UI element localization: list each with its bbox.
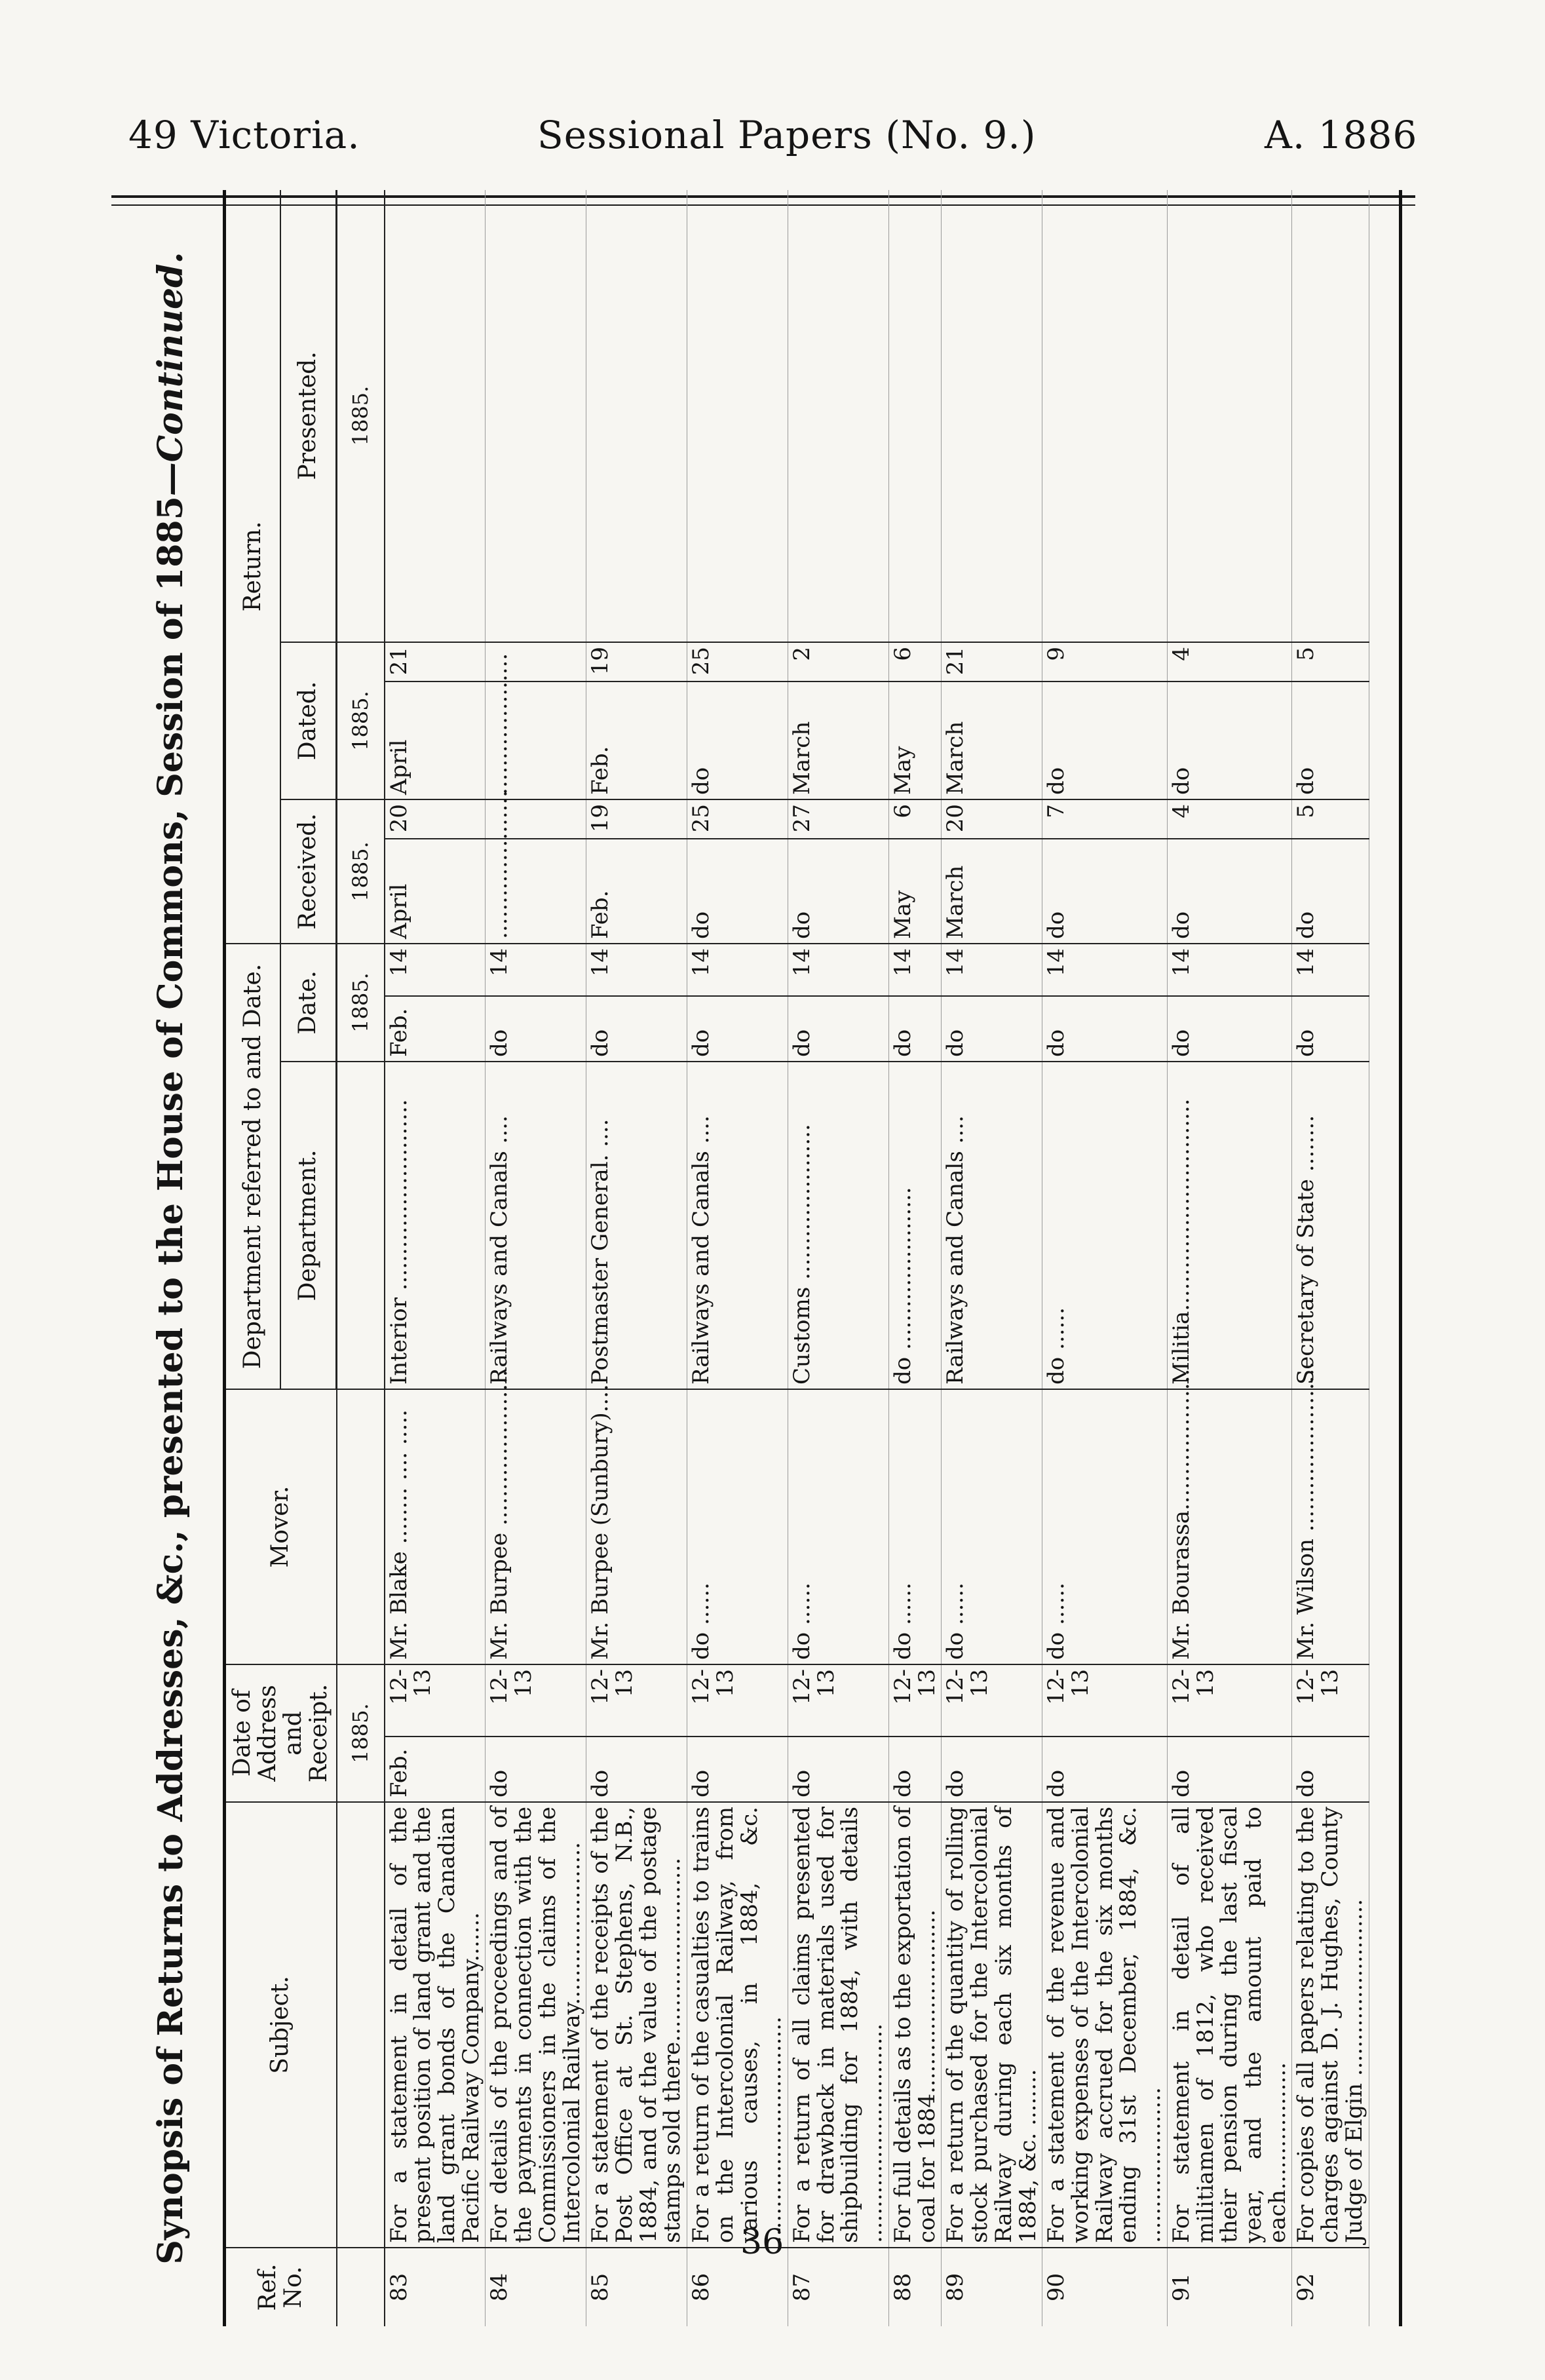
row-subject: For full details as to the exportation of coal for 1884..........................	[888, 1802, 941, 2248]
row-dated-day: 25	[687, 642, 788, 681]
col-return-group: Return.	[226, 190, 280, 944]
row-address-day: 12-13	[888, 1664, 941, 1737]
row-address-month: do	[687, 1737, 788, 1802]
row-dept-day: 14	[1292, 944, 1369, 996]
row-address-day: 12-13	[942, 1664, 1042, 1737]
row-presented	[1167, 190, 1292, 642]
row-received-day: 20	[385, 799, 486, 839]
row-address-day: 12-13	[687, 1664, 788, 1737]
table-body	[385, 190, 1369, 2326]
row-presented	[888, 190, 941, 642]
col-presented: Presented.	[280, 190, 336, 642]
row-address-month: do	[1292, 1737, 1369, 1802]
row-subject: For a return of the casualties to trains on the Intercolonial Railway, from various causes, in 1884, &c. ................................	[687, 1802, 788, 2248]
row-mover: Mr. Burpee (Sunbury)....	[586, 1389, 687, 1664]
year-date: 1885.	[337, 944, 385, 1062]
row-department: Militia..............................	[1167, 1062, 1292, 1389]
row-presented	[486, 190, 586, 642]
header-year: A. 1886	[1265, 113, 1418, 157]
row-presented	[788, 190, 889, 642]
row-dept-month: do	[888, 996, 941, 1062]
row-subject: For statement in detail of all militiamen of 1812, who received their pension during the last fiscal year, and the amount paid to each..................	[1167, 1802, 1292, 2248]
row-received-month: do	[1167, 839, 1292, 944]
row-dept-month: Feb.	[385, 996, 486, 1062]
table-title-main: Synopsis of Returns to Addresses, &c., presented to the House of Commons, Session of 1885	[151, 496, 191, 2265]
row-mover: Mr. Wilson ........................	[1292, 1389, 1369, 1664]
row-address-month: do	[486, 1737, 586, 1802]
row-mover: do ......	[888, 1389, 941, 1664]
row-dept-day: 14	[1042, 944, 1168, 996]
row-dept-day: 14	[385, 944, 486, 996]
row-department: do .......................	[888, 1062, 941, 1389]
row-dated-month: April	[385, 681, 486, 799]
row-received-month: .....................	[486, 839, 586, 944]
row-department: Railways and Canals ....	[942, 1062, 1042, 1389]
col-date-address: Date of Address and Receipt.	[226, 1664, 337, 1802]
row-received-month: do	[1042, 839, 1168, 944]
col-received: Received.	[280, 799, 336, 944]
row-ref: 86	[687, 2248, 788, 2326]
row-dated-month: March	[788, 681, 889, 799]
row-address-day: 12-13	[586, 1664, 687, 1737]
row-dated-month: do	[1167, 681, 1292, 799]
row-subject: For a return of all claims presented for drawback in materials used for shipbuilding for 1884, with details ...............................	[788, 1802, 889, 2248]
row-dated-day: 4	[1167, 642, 1292, 681]
row-presented	[385, 190, 486, 642]
col-dept-group: Department referred to and Date.	[226, 944, 280, 1389]
table-row	[942, 190, 1042, 2326]
row-dated-month: Feb.	[586, 681, 687, 799]
row-address-day: 12-13	[1292, 1664, 1369, 1737]
row-received-day: 6	[888, 799, 941, 839]
row-dept-day: 14	[586, 944, 687, 996]
row-presented	[942, 190, 1042, 642]
row-mover: Mr. Bourassa....................	[1167, 1389, 1292, 1664]
row-dated-day: 21	[385, 642, 486, 681]
row-presented	[586, 190, 687, 642]
page-number: 36	[740, 2223, 784, 2262]
row-dated-day: 19	[586, 642, 687, 681]
row-address-month: do	[1042, 1737, 1168, 1802]
row-received-month: April	[385, 839, 486, 944]
row-dept-month: do	[486, 996, 586, 1062]
row-ref: 91	[1167, 2248, 1292, 2326]
table-row	[687, 190, 788, 2326]
row-ref: 84	[486, 2248, 586, 2326]
row-received-day: 25	[687, 799, 788, 839]
row-address-day: 12-13	[788, 1664, 889, 1737]
row-dept-month: do	[1042, 996, 1168, 1062]
row-mover: do ......	[687, 1389, 788, 1664]
row-dept-day: 14	[888, 944, 941, 996]
row-subject: For a statement of the revenue and working expenses of the Intercolonial Railway accrued for the six months ending 31st December, 1884, &c. ......................	[1042, 1802, 1168, 2248]
row-dept-month: do	[1167, 996, 1292, 1062]
row-ref: 89	[942, 2248, 1042, 2326]
table-row	[1042, 190, 1168, 2326]
header-volume: 49 Victoria.	[128, 113, 360, 157]
table-title-continued: —Continued.	[151, 252, 191, 497]
row-dept-month: do	[1292, 996, 1369, 1062]
table-row	[888, 190, 941, 2326]
row-ref: 90	[1042, 2248, 1168, 2326]
col-dated: Dated.	[280, 642, 336, 799]
table-row	[385, 190, 486, 2326]
row-received-day: 27	[788, 799, 889, 839]
row-dept-month: do	[942, 996, 1042, 1062]
row-dated-day: 6	[888, 642, 941, 681]
row-mover: do ......	[942, 1389, 1042, 1664]
row-ref: 88	[888, 2248, 941, 2326]
table-row	[486, 190, 586, 2326]
row-received-month: May	[888, 839, 941, 944]
row-dated-month: March	[942, 681, 1042, 799]
year-presented: 1885.	[337, 190, 385, 642]
row-received-day: 20	[942, 799, 1042, 839]
col-subject: Subject.	[226, 1802, 337, 2248]
row-dept-day: 14	[486, 944, 586, 996]
row-presented	[1292, 190, 1369, 642]
row-department: Railways and Canals ....	[687, 1062, 788, 1389]
row-address-day: 12-13	[486, 1664, 586, 1737]
row-dept-month: do	[788, 996, 889, 1062]
row-dept-day: 14	[687, 944, 788, 996]
col-department: Department.	[280, 1062, 336, 1389]
row-address-month: do	[942, 1737, 1042, 1802]
row-department: Customs ......................	[788, 1062, 889, 1389]
row-received-month: do	[1292, 839, 1369, 944]
row-address-day: 12-13	[1042, 1664, 1168, 1737]
row-mover: Mr. Blake ........ .... .....	[385, 1389, 486, 1664]
row-presented	[687, 190, 788, 642]
year-dated: 1885.	[337, 642, 385, 799]
row-address-month: Feb.	[385, 1737, 486, 1802]
row-address-month: do	[888, 1737, 941, 1802]
year-date-address: 1885.	[337, 1664, 385, 1802]
row-received-day: 4	[1167, 799, 1292, 839]
row-department: Postmaster General. ....	[586, 1062, 687, 1389]
row-subject: For a return of the quantity of rolling stock purchased for the Intercolonial Railway during each six months of 1884, &c. ........	[942, 1802, 1042, 2248]
row-dept-month: do	[687, 996, 788, 1062]
row-department: Secretary of State ........	[1292, 1062, 1369, 1389]
row-subject: For a statement in detail of the present position of land grant and the land grant bonds of the Canadian Pacific Railway Company.......	[385, 1802, 486, 2248]
table-row	[1167, 190, 1292, 2326]
row-dated-day: 21	[942, 642, 1042, 681]
row-presented	[1042, 190, 1168, 642]
table-frame	[223, 190, 1402, 2326]
row-ref: 85	[586, 2248, 687, 2326]
row-received-day: 19	[586, 799, 687, 839]
row-dated-day: 5	[1292, 642, 1369, 681]
header-title: Sessional Papers (No. 9.)	[537, 113, 1037, 157]
row-ref: 83	[385, 2248, 486, 2326]
row-received-month: Feb.	[586, 839, 687, 944]
table-row	[586, 190, 687, 2326]
row-dated-month: do	[1042, 681, 1168, 799]
row-received-day: 7	[1042, 799, 1168, 839]
row-address-month: do	[586, 1737, 687, 1802]
year-received: 1885.	[337, 799, 385, 944]
row-dated-month: do	[1292, 681, 1369, 799]
row-department: Railways and Canals ....	[486, 1062, 586, 1389]
rotated-table-region	[151, 190, 1396, 2326]
row-address-month: do	[788, 1737, 889, 1802]
row-department: Interior ...........................	[385, 1062, 486, 1389]
row-received-day: 5	[1292, 799, 1369, 839]
row-dated-day: 2	[788, 642, 889, 681]
synopsis-table	[226, 190, 1369, 2326]
row-dept-day: 14	[1167, 944, 1292, 996]
row-address-month: do	[1167, 1737, 1292, 1802]
row-address-day: 12-13	[1167, 1664, 1292, 1737]
table-title	[151, 203, 203, 2313]
col-mover: Mover.	[226, 1389, 337, 1664]
row-mover: Mr. Burpee ......................	[486, 1389, 586, 1664]
row-received-month: do	[687, 839, 788, 944]
row-dated-day: 9	[1042, 642, 1168, 681]
row-dept-month: do	[586, 996, 687, 1062]
row-ref: 92	[1292, 2248, 1369, 2326]
row-dated-month: do	[687, 681, 788, 799]
row-subject: For a statement of the receipts of the Post Office at St. Stephens, N.B., 1884, and of the value of the postage stamps sold there..........................	[586, 1802, 687, 2248]
table-row	[1292, 190, 1369, 2326]
row-dated-month: ....................	[486, 681, 586, 799]
row-mover: do ......	[788, 1389, 889, 1664]
table-row	[788, 190, 889, 2326]
row-received-month: do	[788, 839, 889, 944]
row-mover: do ......	[1042, 1389, 1168, 1664]
row-subject: For details of the proceedings and of the payments in connection with the Commissioners in the claims of the Intercolonial Railway.......................	[486, 1802, 586, 2248]
col-date: Date.	[280, 944, 336, 1062]
row-department: do ......	[1042, 1062, 1168, 1389]
row-dept-day: 14	[942, 944, 1042, 996]
row-dated-month: May	[888, 681, 941, 799]
row-received-month: March	[942, 839, 1042, 944]
row-address-day: 12-13	[385, 1664, 486, 1737]
row-subject: For copies of all papers relating to the charges against D. J. Hughes, County Judge of Elgin .........................	[1292, 1802, 1369, 2248]
col-ref: Ref. No.	[226, 2248, 337, 2326]
row-dept-day: 14	[788, 944, 889, 996]
row-ref: 87	[788, 2248, 889, 2326]
